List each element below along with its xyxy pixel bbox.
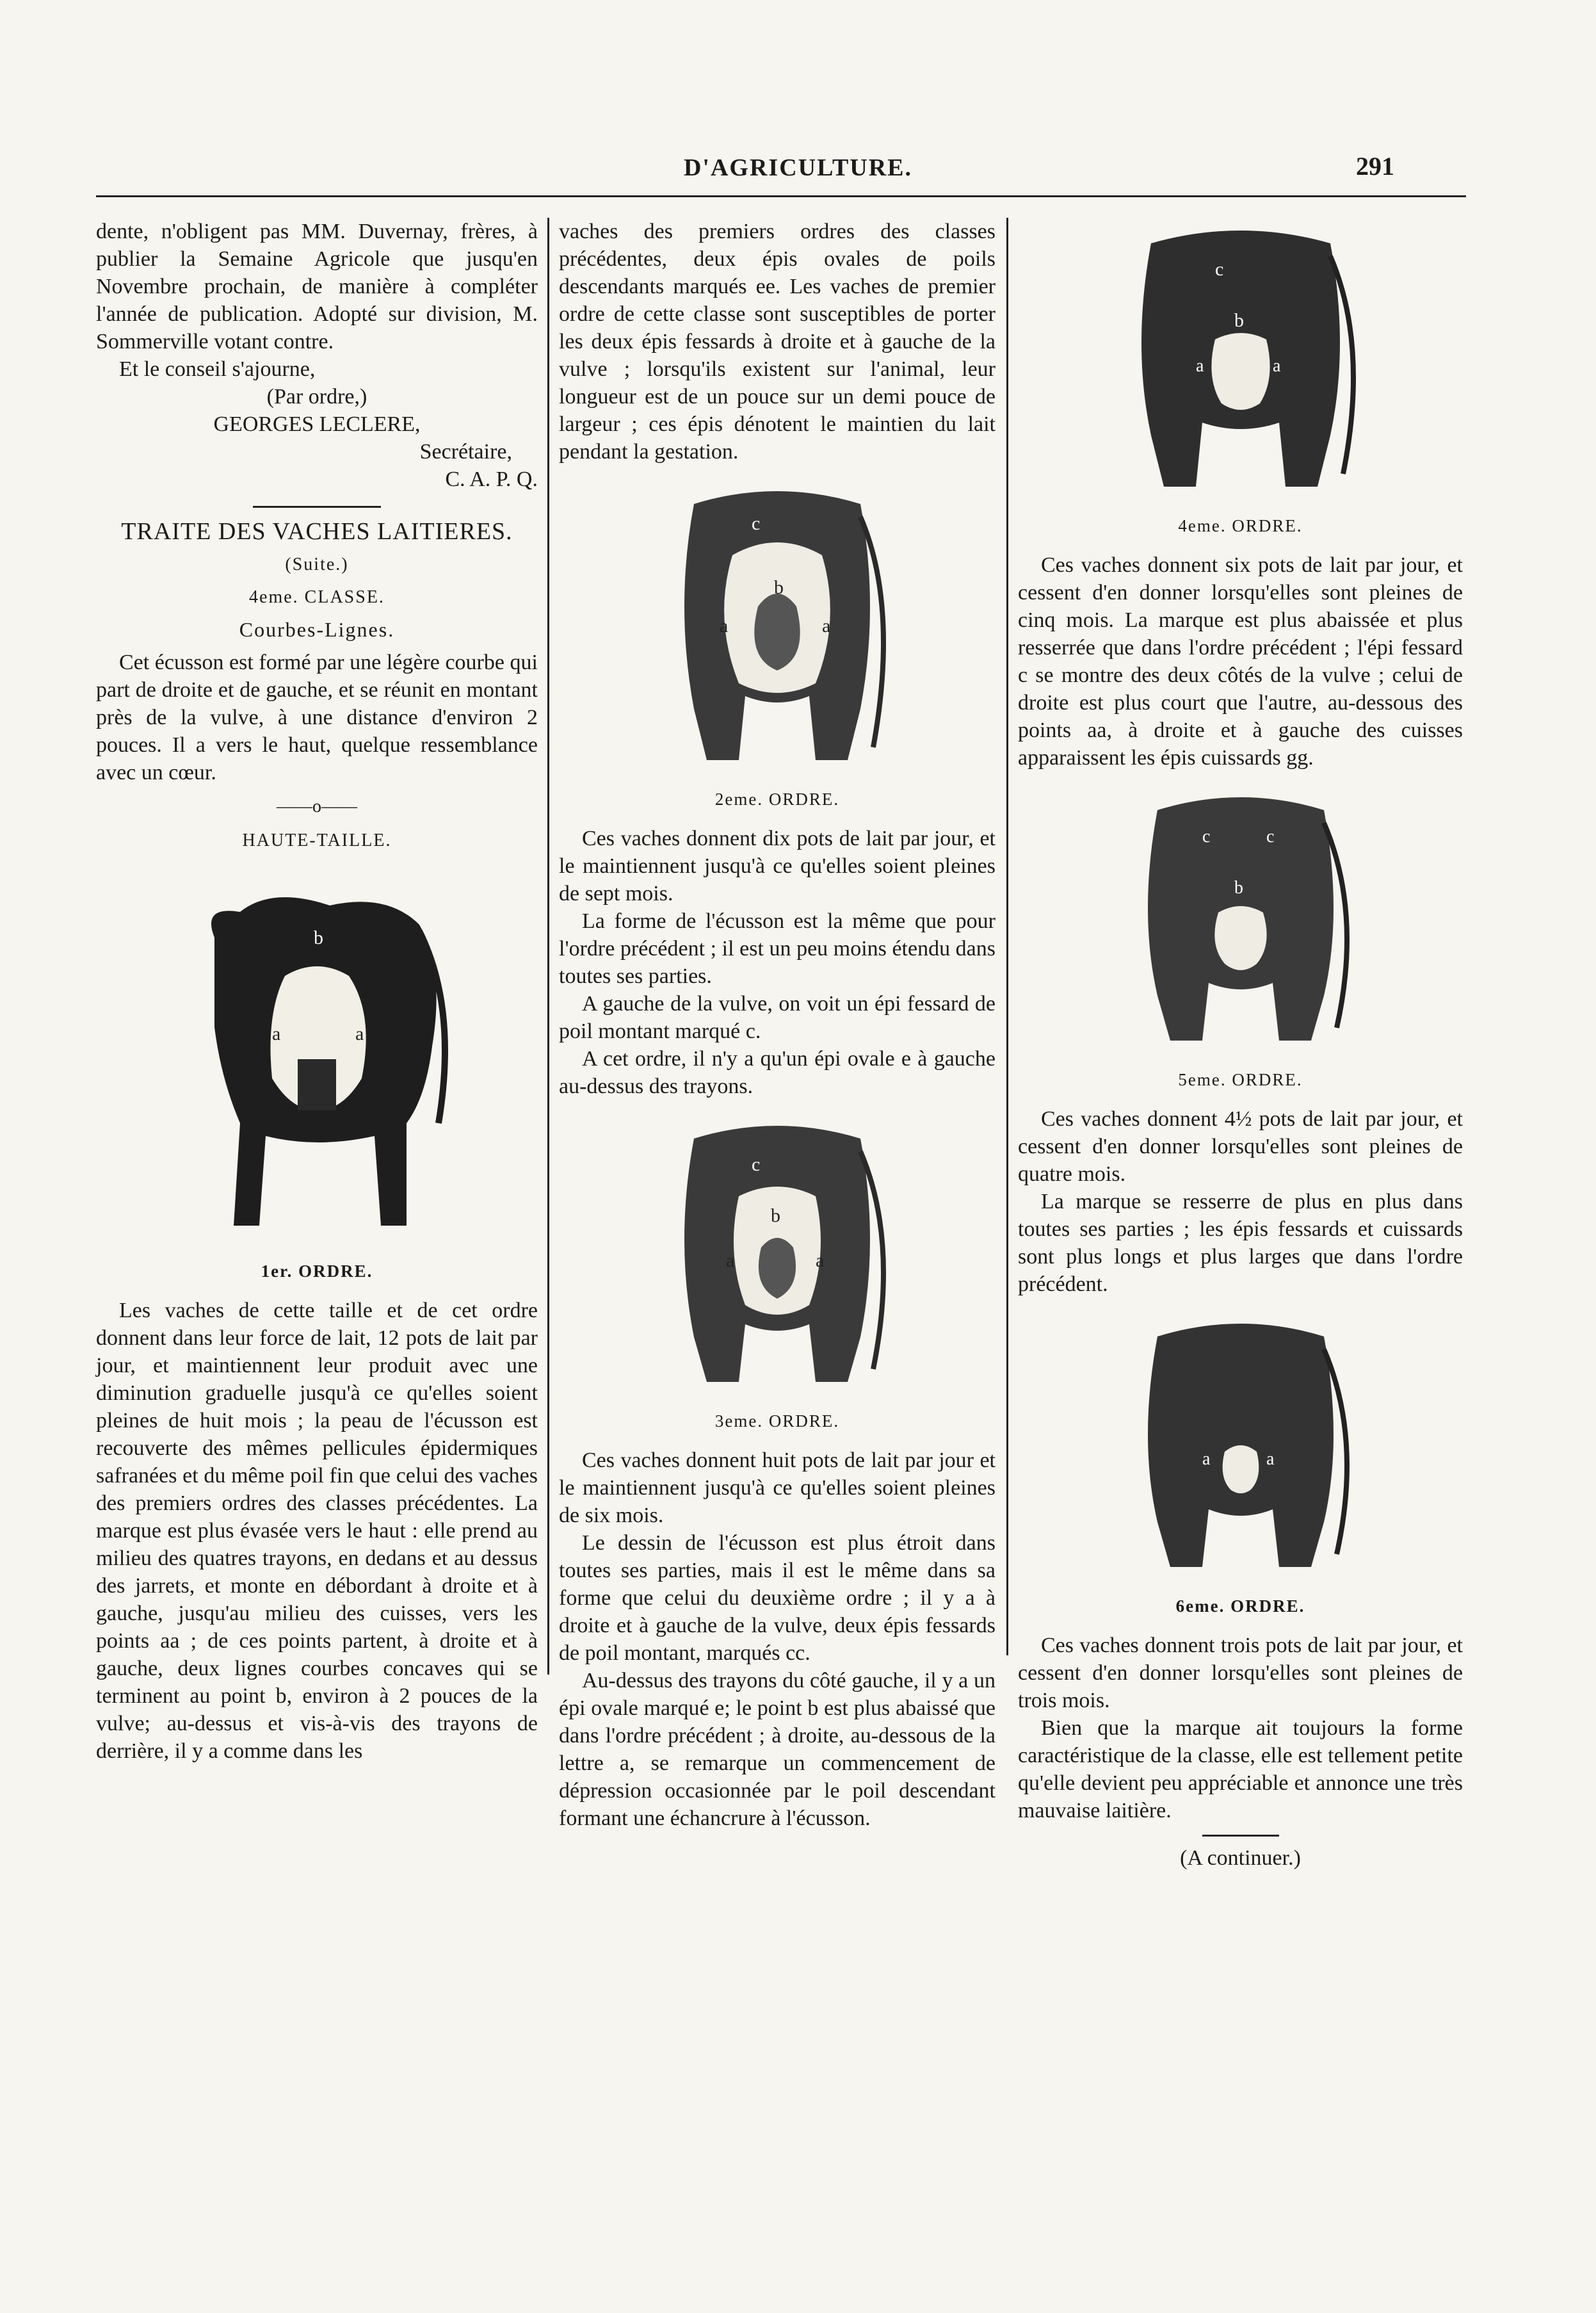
paragraph: Le dessin de l'écusson est plus étroit dans toutes ses parties, mais il est le même dans sa forme que celui du deuxième ordre ; il y a à droite et à gauche de la vulve, deux épis fessards de poil montant, marqués cc. bbox=[559, 1531, 995, 1665]
page-number: 291 bbox=[1356, 152, 1394, 181]
paragraph: A cet ordre, il n'y a qu'un épi ovale e à gauche au-dessus des trayons. bbox=[559, 1047, 995, 1098]
paragraph: Ces vaches donnent huit pots de lait par jour et le maintiennent jusqu'à ce qu'elles soient pleines de six mois. bbox=[559, 1449, 995, 1527]
paragraph: Cet écusson est formé par une légère courbe qui part de droite et de gauche, et se réunit en montant près de la vulve, à une distance d'environ 2 pouces. Il a vers le haut, quelque ressemblance avec un cœur. bbox=[96, 651, 538, 784]
figure-caption: 4eme. ORDRE. bbox=[1178, 516, 1303, 535]
cow-illustration-5 bbox=[1119, 784, 1362, 1053]
svg-text:b: b bbox=[771, 1205, 780, 1226]
figure-caption: 2eme. ORDRE. bbox=[714, 790, 840, 809]
svg-text:c: c bbox=[752, 1154, 761, 1175]
figure-caption: 5eme. ORDRE. bbox=[1178, 1070, 1303, 1089]
column-1 bbox=[96, 218, 538, 1765]
svg-text:a: a bbox=[1272, 356, 1280, 376]
svg-text:a: a bbox=[816, 1250, 825, 1271]
signature-org: C. A. P. Q. bbox=[445, 467, 538, 491]
adjourn-line: Et le conseil s'ajourne, bbox=[119, 357, 316, 381]
paragraph: Ces vaches donnent 4½ pots de lait par jour, et cessent d'en donner lorsqu'elles sont pleines de quatre mois. bbox=[1018, 1107, 1463, 1186]
paragraph: Ces vaches donnent dix pots de lait par jour, et le maintiennent jusqu'à ce qu'elles soient pleines de sept mois. bbox=[559, 827, 995, 905]
signature-name: GEORGES LECLERE, bbox=[213, 412, 421, 436]
paragraph: Ces vaches donnent six pots de lait par jour, et cessent d'en donner lorsqu'elles sont pleines de cinq mois. La marque est plus abaissée et plus resserrée que dans l'ordre précédent ; l'épi fessard c se montre des deux côtés de la vulve ; celui de droite est plus court que l'autre, au-dessous des points aa, à droite et à gauche des cuisses apparaissent les épis cuissards gg. bbox=[1018, 553, 1463, 770]
cow-illustration-6 bbox=[1119, 1311, 1362, 1580]
svg-text:a: a bbox=[720, 615, 729, 637]
section-divider bbox=[253, 506, 381, 508]
end-rule bbox=[1202, 1835, 1279, 1837]
cow-illustration-4 bbox=[1106, 218, 1375, 499]
svg-text:a: a bbox=[272, 1023, 281, 1044]
class-heading: 4eme. CLASSE. bbox=[249, 587, 385, 607]
paragraph: vaches des premiers ordres des classes précédentes, deux épis ovales de poils descendants marqués ee. Les vaches de premier ordre de cette classe sont susceptibles de porter les deux épis fessards à droite et à gauche de la vulve ; lorsqu'ils existent sur l'animal, leur longueur est de un pouce sur un demi pouce de largeur ; ces épis dénotent le maintien du lait pendant la gestation. bbox=[559, 220, 995, 464]
article-title: TRAITE DES VACHES LAITIERES. bbox=[121, 518, 513, 545]
column-2 bbox=[559, 218, 995, 1832]
cow-illustration-1 bbox=[176, 867, 458, 1245]
suite-label: (Suite.) bbox=[285, 555, 349, 574]
divider: ——o—— bbox=[277, 797, 357, 816]
svg-text:b: b bbox=[1234, 310, 1244, 331]
svg-text:c: c bbox=[752, 513, 761, 534]
paragraph: dente, n'obligent pas MM. Duvernay, frères, à publier la Semaine Agricole que jusqu'en Novembre prochain, de manière à compléter l'année de publication. Adopté sur division, M. Sommerville votant contre. bbox=[96, 220, 538, 353]
svg-text:b: b bbox=[774, 577, 784, 598]
running-header: D'AGRICULTURE. bbox=[683, 154, 913, 181]
figure-caption: 6eme. ORDRE. bbox=[1175, 1596, 1305, 1616]
svg-text:b: b bbox=[314, 927, 323, 948]
paragraph: Les vaches de cette taille et de cet ordre donnent dans leur force de lait, 12 pots de lait par jour, et maintiennent leur produit avec une diminution graduelle jusqu'à ce qu'elles soient pleines de huit mois ; la peau de l'écusson est recouverte des mêmes pellicules épidermiques safranées et du même poil fin que celui des vaches des premiers ordres des classes précédentes. La marque est plus évasée vers le haut : elle prend au milieu des quatres trayons, en dedans et au dessus des jarrets, et monte en débordant à droite et à gauche, jusqu'au milieu des cuisses, vers les points aa ; de ces points partent, à droite et à gauche, deux lignes courbes concaves qui se terminent au point b, environ à 2 pouces de la vulve; au-dessus et vis-à-vis des trayons de derrière, il y a comme dans les bbox=[96, 1299, 538, 1763]
svg-text:c: c bbox=[1214, 259, 1223, 280]
figure-caption: 3eme. ORDRE. bbox=[714, 1411, 840, 1431]
svg-text:a: a bbox=[1202, 1449, 1210, 1469]
paragraph: La forme de l'écusson est la même que pour l'ordre précédent ; il est un peu moins étendu dans toutes ses parties. bbox=[559, 909, 995, 988]
svg-text:a: a bbox=[1195, 356, 1204, 376]
paragraph: A gauche de la vulve, on voit un épi fessard de poil montant marqué c. bbox=[559, 992, 995, 1043]
svg-text:a: a bbox=[726, 1250, 735, 1271]
figure-caption: 1er. ORDRE. bbox=[261, 1262, 373, 1281]
header-rule bbox=[96, 195, 1466, 197]
subclass-heading: Courbes-Lignes. bbox=[239, 618, 395, 641]
svg-text:c: c bbox=[1266, 827, 1274, 847]
paragraph: Au-dessus des trayons du côté gauche, il y a un épi ovale marqué e; le point b est plus abaissé que dans l'ordre précédent ; à droite, au-dessous de la lettre a, se remarque un commencement de dépression occasionnée par le poil descendant formant une échancrure à l'écusson. bbox=[559, 1669, 995, 1830]
svg-text:a: a bbox=[822, 615, 831, 637]
par-ordre: (Par ordre,) bbox=[266, 385, 367, 409]
cow-illustration-2 bbox=[656, 478, 899, 773]
svg-text:b: b bbox=[1234, 878, 1243, 898]
to-be-continued: (A continuer.) bbox=[1180, 1846, 1301, 1870]
signature-title: Secrétaire, bbox=[419, 440, 512, 464]
section-heading: HAUTE-TAILLE. bbox=[242, 831, 392, 850]
paragraph: Bien que la marque ait toujours la forme caractéristique de la classe, elle est tellement petite qu'elle devient peu appréciable et annonce une très mauvaise laitière. bbox=[1018, 1716, 1463, 1822]
column-3 bbox=[1018, 218, 1463, 1872]
column-divider-1 bbox=[547, 218, 549, 1675]
column-divider-2 bbox=[1006, 218, 1008, 1655]
paragraph: Ces vaches donnent trois pots de lait par jour, et cessent d'en donner lorsqu'elles sont pleines de trois mois. bbox=[1018, 1634, 1463, 1712]
paragraph: La marque se resserre de plus en plus dans toutes ses parties ; les épis fessards et cuissards sont plus longs et plus larges que dans l'ordre précédent. bbox=[1018, 1190, 1463, 1296]
svg-text:c: c bbox=[1202, 827, 1210, 847]
svg-text:a: a bbox=[1266, 1449, 1274, 1469]
cow-illustration-3 bbox=[656, 1113, 899, 1395]
svg-text:a: a bbox=[355, 1023, 364, 1044]
